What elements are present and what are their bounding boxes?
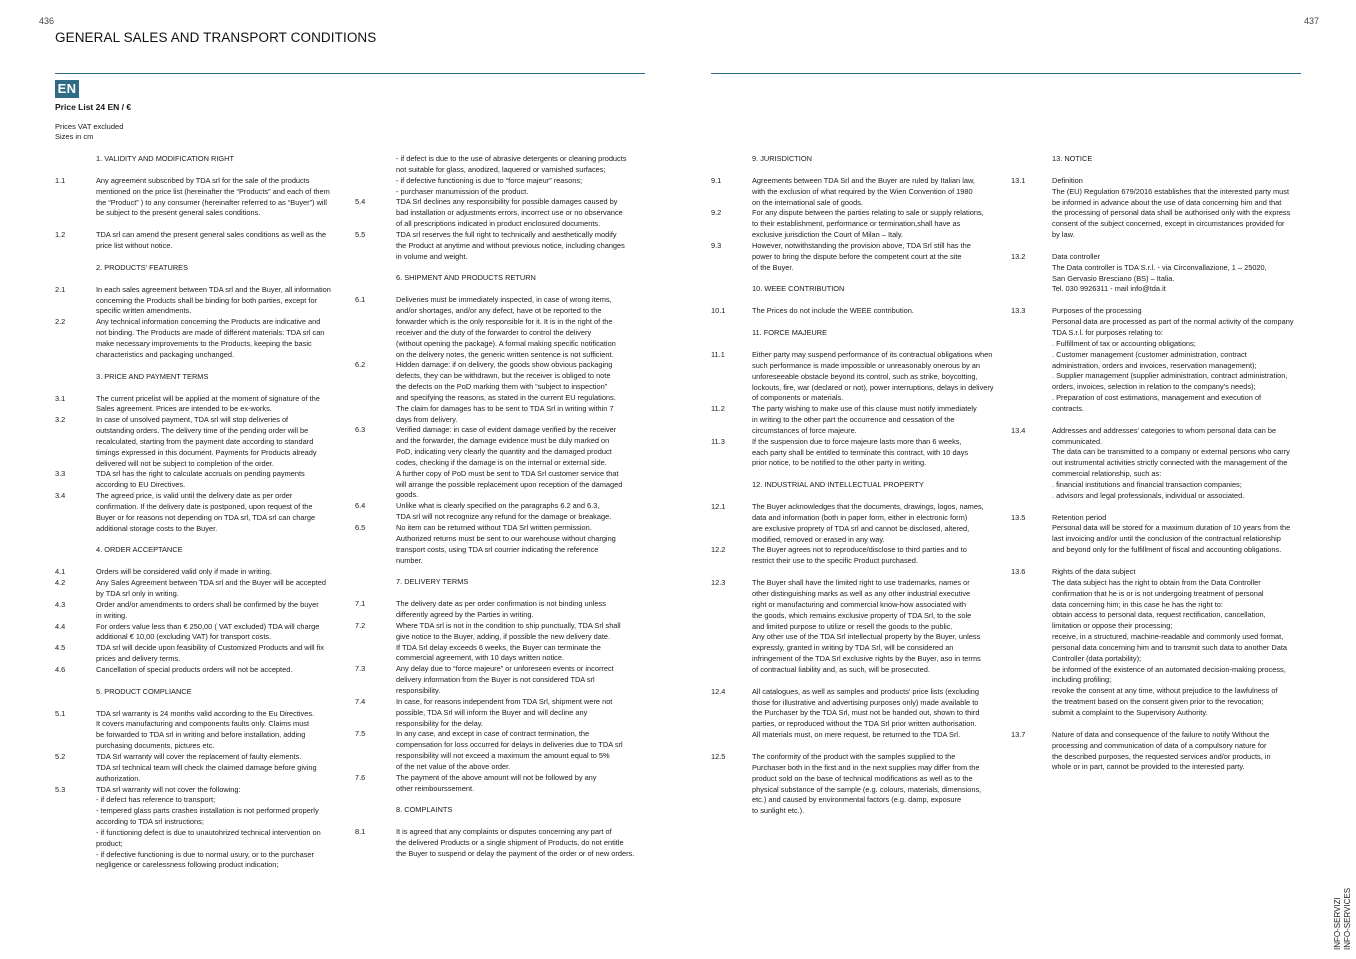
clause-text: The conformity of the product with the samples supplied to the Purchaser both in the first and in the next supplies may differ from the product sold on the base of technical modifications as well as to the physical substance of the sample (e.g. colours, materials, dimensions, etc.) and caused by environmental factors (e.g. damp, exposure to sunlight etc.). — [752, 751, 982, 816]
clause-number: 7.6 — [355, 772, 366, 782]
clause-number: 13.5 — [1011, 512, 1026, 522]
clause-number: 2.2 — [55, 317, 66, 327]
section-heading-text: 8. COMPLAINTS — [396, 805, 453, 815]
clause-item — [55, 285, 345, 318]
clause-item — [55, 491, 345, 534]
clause-text: For orders value less than € 250,00 ( VAT excluded) TDA will charge additional € 10,00 (excluding VAT) for transport costs. — [96, 621, 320, 642]
clause-item — [711, 545, 1011, 567]
clause-item — [1011, 730, 1311, 773]
clause-item — [1011, 426, 1311, 502]
clause-text: It is agreed that any complaints or disputes concerning any part of the delivered Products or a single shipment of Products, do not entitle the Buyer to suspend or delay the payment of the order or of new orders. — [396, 827, 635, 858]
clause-number: 6.1 — [355, 295, 366, 305]
clause-number: 7.3 — [355, 664, 366, 674]
clause-number: 3.1 — [55, 393, 66, 403]
clause-number: 13.2 — [1011, 251, 1026, 261]
clause-text: In any case, and except in case of contract termination, the compensation for loss occurred for delays in deliveries due to TDA srl responsibility will not exceed a maximum the amount equal to 5% of the net value of the above order. — [396, 729, 623, 771]
section-heading-text: 2. PRODUCTS' FEATURES — [96, 262, 189, 272]
clause-text: TDA srl has the right to calculate accruals on pending payments according to EU Directives. — [96, 469, 305, 490]
clause-item — [711, 241, 1011, 274]
section-heading — [711, 328, 1011, 339]
clause-item — [55, 394, 345, 416]
clause-text: The Buyer acknowledges that the documents, drawings, logos, names, data and information (both in paper form, either in electronic form) are exclusive proprety of TDA srl and cannot be disclosed, altered, modified, removed or erased in any way. — [752, 502, 984, 544]
side-tab-label-it: INFO-SERVIZI — [1333, 897, 1342, 950]
clause-number: 13.7 — [1011, 729, 1026, 739]
clause-text: TDA srl reserves the full right to technically and aesthetically modify the Product at anytime and without previous notice, including changes in volume and weight. — [396, 229, 625, 261]
section-heading-text: 12. INDUSTRIAL AND INTELLECTUAL PROPERTY — [752, 480, 924, 490]
clause-item — [55, 709, 345, 752]
section-heading-text: 4. ORDER ACCEPTANCE — [96, 545, 183, 555]
clause-item — [55, 643, 345, 665]
section-heading-text: 9. JURISDICTION — [752, 154, 812, 163]
prices-vat-note: Prices VAT excluded — [55, 122, 124, 131]
clause-text: Retention period Personal data will be stored for a maximum duration of 10 years from the last invoicing and/or until the conclusion of the contractual relationship and beyond only for the fulfillment of fiscal and accounting obligations. — [1052, 512, 1291, 555]
clause-item — [55, 578, 345, 600]
clause-text: Orders will be considered valid only if made in writing. — [96, 567, 272, 577]
clause-text: Deliveries must be immediately inspected, in case of wrong items, and/or shortages, and/or any defect, have ot be reported to the forwarder which is the only responsible for it. It is in the right of the receiver and the duty of the forwarder to control the delivery (without opening the package). A formal making specific notification on the delivery notes, the generic written sentence is not sufficient. — [396, 295, 616, 359]
clause-text: Definition The (EU) Regulation 679/2016 establishes that the interested party must be informed in advance about the use of data concerning him and that the processing of personal data shall be authorised only with the express consent of the subject concerned, except in circumstances provided for by law. — [1052, 175, 1291, 240]
clause-number: 5.5 — [355, 229, 366, 239]
section-heading-text: 5. PRODUCT COMPLIANCE — [96, 686, 192, 696]
clause-number: 7.4 — [355, 696, 366, 706]
section-heading — [55, 545, 345, 556]
section-heading — [55, 263, 345, 274]
section-heading — [711, 154, 1011, 165]
clause-item — [55, 622, 345, 644]
clause-text: Either party may suspend performance of its contractual obligations when such performance is made impossible or unreasonably onerous by an unforeseeable obstacle beyond its control, such as strike, boycotting, lockouts, fire, war (declared or not), power interruptions, delays in delivery of components or materials. — [752, 349, 994, 403]
clause-number: 9.3 — [711, 240, 722, 250]
clause-item — [711, 687, 1011, 741]
sizes-note: Sizes in cm — [55, 132, 94, 141]
clause-number: 12.5 — [711, 751, 726, 761]
clause-item — [55, 317, 345, 360]
clause-item — [55, 230, 345, 252]
clause-number: 13.4 — [1011, 425, 1026, 435]
clause-item — [355, 664, 655, 697]
clause-number: 4.5 — [55, 643, 66, 653]
section-heading — [711, 284, 1011, 295]
clause-item — [355, 621, 655, 664]
clause-number: 1.1 — [55, 175, 66, 185]
side-tab-label-en: INFO-SERVICES — [1343, 887, 1352, 950]
clause-text: The Buyer agrees not to reproduce/disclose to third parties and to restrict their use to the specific Product purchased. — [752, 545, 967, 566]
clause-text: Unlike what is clearly specified on the paragraphs 6.2 and 6.3, TDA srl will not recognize any refund for the damage or breakage. — [396, 501, 612, 522]
clause-text: TDA Srl warranty will cover the replacement of faulty elements. TDA srl technical team will check the claimed damage before giving authorization. — [96, 751, 317, 783]
clause-item — [55, 469, 345, 491]
clause-item — [711, 208, 1011, 241]
price-notes — [55, 122, 123, 142]
clause-number: 3.2 — [55, 415, 66, 425]
section-heading — [55, 372, 345, 383]
clause-number: 6.3 — [355, 425, 366, 435]
clause-text: If the suspension due to force majeure lasts more than 6 weeks, each party shall be entitled to terminate this contract, with 10 days prior notice, to be notified to the other party in writing. — [752, 436, 969, 468]
clause-item — [711, 404, 1011, 437]
clause-number: 11.3 — [711, 436, 725, 446]
right-divider — [711, 73, 1301, 74]
clause-text: No item can be returned without TDA Srl written permission. Authorized returns must be sent to our warehouse without charging transport costs, using TDA srl courrier indicating the reference number. — [396, 523, 616, 565]
clause-number: 12.1 — [711, 502, 726, 512]
clause-number: 1.2 — [55, 230, 66, 240]
clause-number: 4.2 — [55, 578, 66, 588]
clause-number: 4.4 — [55, 621, 66, 631]
clause-item — [55, 176, 345, 219]
clause-number: 4.1 — [55, 567, 66, 577]
clause-item — [55, 785, 345, 872]
clause-item — [355, 360, 655, 425]
section-heading-text: 10. WEEE CONTRIBUTION — [752, 284, 845, 294]
clause-number: 9.1 — [711, 175, 722, 185]
clause-item — [355, 729, 655, 772]
clause-text: TDA srl warranty will not cover the following: - if defect has reference to transport; - tempered glass parts crashes installation is not performed properly according to TDA srl instructions; - if functioning defect is due to unautohrized technical intervention on product; - if defective functioning is due to normal usury, or to the purchaser negligence or carelessness following product indication; — [96, 784, 321, 870]
clause-item — [355, 523, 655, 566]
terms-column-1 — [55, 154, 345, 871]
clause-item — [711, 752, 1011, 817]
clause-text: TDA srl warranty is 24 months valid according to the Eu Directives. It covers manufacturing and components faults only. Claims must be forwarded to TDA srl in writing and before installation, adding purchasing documents, pictures etc. — [96, 708, 315, 751]
clause-number: 9.2 — [711, 208, 722, 218]
clause-number: 7.5 — [355, 729, 366, 739]
clause-text: The current pricelist will be applied at the moment of signature of the Sales agreement. Prices are intended to be ex-works. — [96, 393, 320, 414]
clause-number: 6.2 — [355, 360, 366, 370]
clause-text: Nature of data and consequence of the failure to notify Without the processing and communication of data of a compulsory nature for the described purposes, the requested services and/or products, in whole or in part, cannot be provided to the interested party. — [1052, 729, 1271, 772]
clause-item — [711, 437, 1011, 470]
clause-text: Verified damage: in case of evident damage verified by the receiver and the forwarder, the damage evidence must be duly marked on PoD, indicating very clearly the quantity and the damaged product codes, checking if the damage is on the internal or external side. A further copy of PoD must be sent to TDA Srl customer service that will arrange the possible replacement upon reception of the damaged goods. — [396, 425, 623, 500]
section-heading-text: 6. SHIPMENT AND PRODUCTS RETURN — [396, 273, 536, 283]
clause-item — [711, 176, 1011, 209]
clause-text: Any delay due to “force majeure” or unforeseen events or incorrect delivery information from the Buyer is not considered TDA srl responsibility. — [396, 664, 614, 695]
section-heading-text: 7. DELIVERY TERMS — [396, 577, 469, 587]
clause-item — [55, 752, 345, 785]
clause-text: - if defect is due to the use of abrasive detergents or cleaning products not suitable for glass, anodized, laquered or varnished surfaces; - if defective functioning is due to “force majeur” reasons; - purchaser manumission of the product. — [396, 154, 627, 196]
clause-number: 11.1 — [711, 349, 725, 359]
section-heading — [355, 273, 655, 284]
clause-item — [1011, 306, 1311, 414]
clause-item — [1011, 513, 1311, 556]
page-title: GENERAL SALES AND TRANSPORT CONDITIONS — [55, 30, 377, 45]
clause-number: 3.3 — [55, 469, 66, 479]
clause-number: 5.4 — [355, 197, 366, 207]
clause-text: The agreed price, is valid until the delivery date as per order confirmation. If the delivery date is postponed, upon request of the Buyer or for reasons not depending on TDA srl, TDA srl can charge additional storage costs to the Buyer. — [96, 491, 316, 533]
clause-text: However, notwithstanding the provision above, TDA Srl still has the power to bring the dispute before the competent court at the site of the Buyer. — [752, 240, 971, 272]
clause-text: In each sales agreement between TDA srl and the Buyer, all information concerning the Products shall be binding for both parties, except for specific written amendments. — [96, 284, 331, 316]
clause-text: Data controller The Data controller is TDA S.r.l. - via Circonvallazione, 1 – 25020, San Gervasio Bresciano (BS) – Italia. Tel. 030 9926311 - mail info@tda.it — [1052, 251, 1267, 294]
clause-number: 10.1 — [711, 306, 726, 316]
terms-column-4 — [1011, 154, 1311, 773]
clause-number: 8.1 — [355, 827, 366, 837]
clause-number: 5.1 — [55, 708, 66, 718]
clause-number: 13.1 — [1011, 175, 1026, 185]
clause-number: 4.6 — [55, 664, 66, 674]
clause-text: The Buyer shall have the limited right to use trademarks, names or other distinguishing marks as well as any other industrial executive right or manufacturing and commercial know-how associated with the goods, which remains exclusive property of TDA Srl, to the sole and limited purpose to utilize or resell the goods to the public. Any other use of the TDA Srl intellectual property by the Buyer, unless expressly, granted in writing by TDA Srl, will be considered an infringement of the TDA Srl exclusive rights by the Buyer, aso in terms of contractual liability and, as such, will be prosecuted. — [752, 578, 981, 674]
side-section-tab — [1333, 880, 1355, 950]
clause-number: 5.3 — [55, 784, 66, 794]
clause-text: TDA Srl declines any responsibility for possible damages caused by bad installation or adjustments errors, incorrect use or no observance of all prescriptions indicated in product enclosured documents. — [396, 197, 623, 229]
clause-text: Cancellation of special products orders will not be accepted. — [96, 664, 293, 674]
clause-text: All catalogues, as well as samples and products' price lists (excluding those for illustrative and advertising purposes only) made available to the Purchaser by the TDA Srl, must not be handed out, shown to third parties, or reproduced without the TDA Srl prior written authorisation. All materials must, on mere request, be returned to the TDA Srl. — [752, 686, 980, 740]
clause-text: Purposes of the processing Personal data are processed as part of the normal activity of the company TDA S.r.l. for purposes relating to: . Fulfillment of tax or accounting obligations; . Customer management (customer administration, contract administration, orders and invoices, reservation management); . Supplier management (supplier administration, contract administration, orders, invoices, selection in relation to the company's needs); . Preparation of cost estimations, management and execution of contracts. — [1052, 306, 1294, 413]
clause-item — [1011, 252, 1311, 295]
clause-item — [355, 154, 655, 197]
clause-text: The party wishing to make use of this clause must notify immediately in writing to the other part the occurrence and cessation of the circumstances of force majeure. — [752, 404, 977, 435]
clause-text: Any technical information concerning the Products are indicative and not binding. The Products are made of different materials: TDA srl can make necessary improvements to the Products, keeping the basic characteristics and packaging unchanged. — [96, 317, 325, 359]
section-heading-text: 11. FORCE MAJEURE — [752, 328, 828, 338]
clause-item — [711, 306, 1011, 317]
section-heading — [355, 577, 655, 588]
clause-number: 12.2 — [711, 545, 726, 555]
section-heading — [355, 805, 655, 816]
section-heading — [55, 687, 345, 698]
clause-text: Any Sales Agreement between TDA srl and the Buyer will be accepted by TDA srl only in writing. — [96, 578, 326, 598]
left-page-number: 436 — [39, 16, 55, 26]
clause-item — [55, 600, 345, 622]
section-heading-text: 13. NOTICE — [1052, 154, 1093, 163]
clause-number: 3.4 — [55, 491, 66, 501]
clause-number: 13.6 — [1011, 567, 1026, 576]
language-badge: EN — [55, 80, 79, 98]
section-heading-text: 1. VALIDITY AND MODIFICATION RIGHT — [96, 154, 234, 163]
clause-item — [1011, 567, 1311, 719]
clause-item — [355, 599, 655, 621]
clause-number: 6.5 — [355, 523, 366, 532]
clause-text: Agreements between TDA Srl and the Buyer are ruled by Italian law, with the exclusion of what required by the Wien Convention of 1980 on the international sale of goods. — [752, 175, 975, 207]
clause-text: TDA srl can amend the present general sales conditions as well as the price list without notice. — [96, 230, 327, 251]
clause-item — [711, 578, 1011, 676]
clause-text: In case of unsolved payment, TDA srl will stop deliveries of outstanding orders. The delivery time of the pending order will be recalculated, starting from the payment date according to standard timings expressed in this document. Payments for Products already delivered will not be subject to completion of the order. — [96, 415, 317, 468]
clause-text: Where TDA srl is not in the condition to ship punctually, TDA Srl shall give notice to the Buyer, adding, if possible the new delivery date. If TDA Srl delay exceeds 6 weeks, the Buyer can terminate the commercial agreement, with 10 days written notice. — [396, 620, 621, 663]
clause-text: Rights of the data subject The data subject has the right to obtain from the Data Controller confirmation that he is or is not undergoing treatment of personal data concerning him; in this case he has the right to: obtain access to personal data, request rectification, cancellation, limitation or oppose their processing; receive, in a structured, machine-readable and commonly used format, personal data concerning him and to transmit such data to another Data Controller (data portability); be informed of the existence of an automated decision-making process, including profiling; revoke the consent at any time, without prejudice to the lawfulness of the treatment based on the consent given prior to the revocation; submit a complaint to the Supervisory Authority. — [1052, 567, 1287, 717]
clause-item — [355, 773, 655, 795]
clause-text: The Prices do not include the WEEE contribution. — [752, 306, 914, 316]
clause-item — [711, 502, 1011, 545]
clause-item — [355, 501, 655, 523]
section-heading — [55, 154, 345, 165]
clause-text: Any agreement subscribed by TDA srl for the sale of the products mentioned on the price list (hereinafter the “Products” and each of them the “Product” ) to any consumer (hereinafter referred to as “Buyer”) will be subject to the present general sales conditions. — [96, 175, 330, 218]
section-heading-text: 3. PRICE AND PAYMENT TERMS — [96, 371, 209, 381]
clause-text: Addresses and addresses' categories to whom personal data can be communicated. The data can be transmitted to a company or external persons who carry out instrumental activities strictly connected with the management of the commercial relationship, such as: . financial institutions and financial transaction companies; . advisors and legal professionals, individual or associated. — [1052, 425, 1290, 500]
clause-number: 4.3 — [55, 599, 66, 609]
clause-text: TDA srl will decide upon feasibility of Customized Products and will fix prices and delivery terms. — [96, 643, 324, 664]
terms-column-2 — [355, 154, 655, 860]
clause-item — [55, 415, 345, 469]
terms-column-3 — [711, 154, 1011, 817]
right-page-number: 437 — [1304, 16, 1320, 26]
clause-number: 12.3 — [711, 578, 726, 588]
clause-number: 7.2 — [355, 620, 366, 630]
clause-number: 2.1 — [55, 284, 66, 294]
clause-item — [55, 665, 345, 676]
clause-item — [711, 350, 1011, 404]
clause-text: The delivery date as per order confirmation is not binding unless differently agreed by the Parties in writing. — [396, 599, 606, 620]
clause-item — [355, 827, 655, 860]
clause-item — [355, 697, 655, 730]
price-list-label: Price List 24 EN / € — [55, 102, 132, 112]
clause-text: For any dispute between the parties relating to sale or supply relations, to their establishment, performance or termination,shall have as exclusive jurisdiction the Court of Milan – Italy. — [752, 208, 984, 240]
clause-number: 11.2 — [711, 404, 725, 414]
clause-item — [355, 197, 655, 230]
clause-text: Order and/or amendments to orders shall be confirmed by the buyer in writing. — [96, 599, 319, 620]
clause-number: 12.4 — [711, 686, 726, 696]
clause-text: Hidden damage: if on delivery, the goods show obvious packaging defects, they can be withdrawn, but the receiver is obliged to note the defects on the PoD marking them with “subject to inspection” and specifying the reasons, as stated in the current EU regulations. The claim for damages has to be sent to TDA Srl in writing within 7 days from delivery. — [396, 360, 616, 424]
clause-item — [355, 425, 655, 501]
clause-number: 5.2 — [55, 751, 66, 761]
clause-number: 7.1 — [355, 599, 366, 609]
clause-text: The payment of the above amount will not be followed by any other reimbourssement. — [396, 772, 597, 793]
clause-number: 13.3 — [1011, 306, 1026, 316]
left-divider — [55, 73, 645, 74]
clause-item — [355, 295, 655, 360]
clause-number: 6.4 — [355, 501, 366, 511]
section-heading — [1011, 154, 1311, 165]
section-heading — [711, 480, 1011, 491]
clause-item — [355, 230, 655, 263]
clause-item — [1011, 176, 1311, 241]
clause-item — [55, 567, 345, 578]
clause-text: In case, for reasons independent from TDA Srl, shipment were not possible, TDA Srl will inform the Buyer and will decline any responsibility for the delay. — [396, 696, 613, 728]
